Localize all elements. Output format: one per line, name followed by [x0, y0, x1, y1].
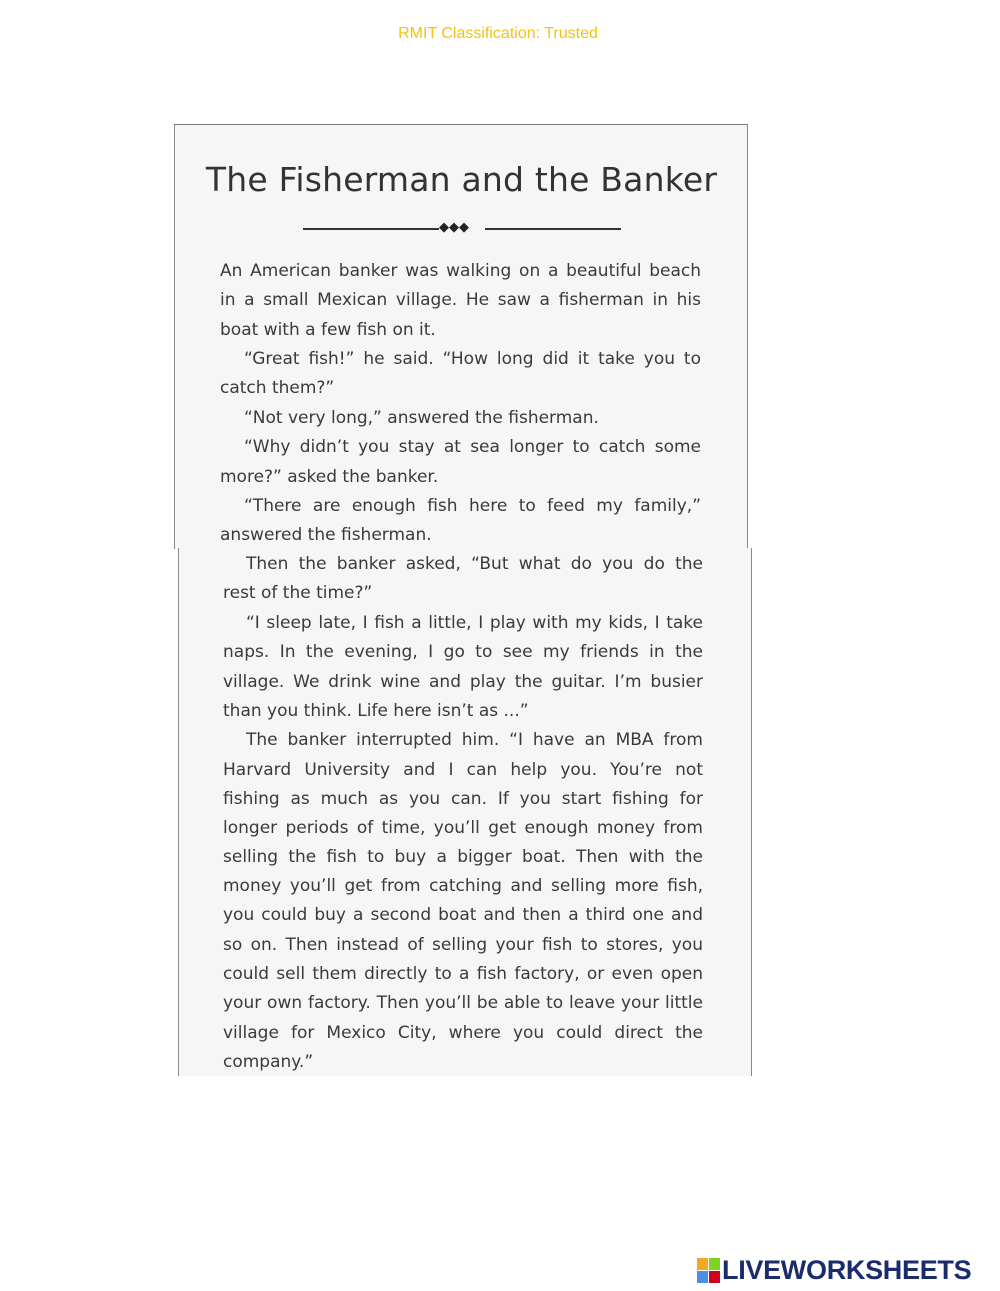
story-line: village. We drink wine and play the guitar. I’m busier — [223, 672, 703, 692]
story-line: company.” — [223, 1052, 314, 1072]
logo-cube — [697, 1258, 708, 1270]
story-title: The Fisherman and the Banker — [205, 160, 718, 199]
story-line: selling the fish to buy a bigger boat. Then with the — [223, 847, 703, 867]
story-line: “Why didn’t you stay at sea longer to catch some — [244, 437, 701, 457]
title-divider — [303, 220, 621, 236]
story-line: fishing as much as you can. If you start fishing for — [223, 789, 703, 809]
logo-cube — [697, 1271, 708, 1283]
story-line: village for Mexico City, where you could direct the — [223, 1023, 703, 1043]
logo-cube — [709, 1258, 720, 1270]
story-line: “There are enough fish here to feed my family,” — [244, 496, 701, 516]
story-line: than you think. Life here isn’t as ...” — [223, 701, 529, 721]
logo-cube — [709, 1271, 720, 1283]
divider-rule-right — [485, 228, 621, 230]
divider-diamonds-icon: ◆◆◆ — [439, 220, 469, 235]
story-line: so on. Then instead of selling your fish to stores, you — [223, 935, 703, 955]
story-line: longer periods of time, you’ll get enough money from — [223, 818, 703, 838]
liveworksheets-logo-text: LIVEWORKSHEETS — [722, 1254, 972, 1285]
liveworksheets-logo[interactable] — [697, 1255, 995, 1285]
story-line: “I sleep late, I fish a little, I play with my kids, I take — [246, 613, 703, 633]
classification-label: RMIT Classification: Trusted — [398, 25, 598, 42]
story-line: The banker interrupted him. “I have an MBA from — [246, 730, 703, 750]
story-line: could sell them directly to a fish factory, or even open — [223, 964, 703, 984]
story-line: “Great fish!” he said. “How long did it take you to — [244, 349, 701, 369]
story-line: catch them?” — [220, 378, 335, 398]
divider-rule-left — [303, 228, 439, 230]
story-line: rest of the time?” — [223, 583, 373, 603]
story-line: naps. In the evening, I go to see my friends in the — [223, 642, 703, 662]
story-line: answered the fisherman. — [220, 525, 432, 545]
story-line: “Not very long,” answered the fisherman. — [244, 408, 599, 428]
story-line: Harvard University and I can help you. You’re not — [223, 760, 703, 780]
story-line: money you’ll get from catching and selling more fish, — [223, 876, 703, 896]
story-line: Then the banker asked, “But what do you do the — [246, 554, 703, 574]
liveworksheets-logo-icon — [697, 1258, 719, 1282]
story-line: An American banker was walking on a beautiful beach — [220, 261, 701, 281]
story-line: in a small Mexican village. He saw a fisherman in his — [220, 290, 701, 310]
story-line: boat with a few fish on it. — [220, 320, 436, 340]
story-line: you could buy a second boat and then a third one and — [223, 905, 703, 925]
story-line: your own factory. Then you’ll be able to leave your little — [223, 993, 703, 1013]
story-line: more?” asked the banker. — [220, 467, 439, 487]
